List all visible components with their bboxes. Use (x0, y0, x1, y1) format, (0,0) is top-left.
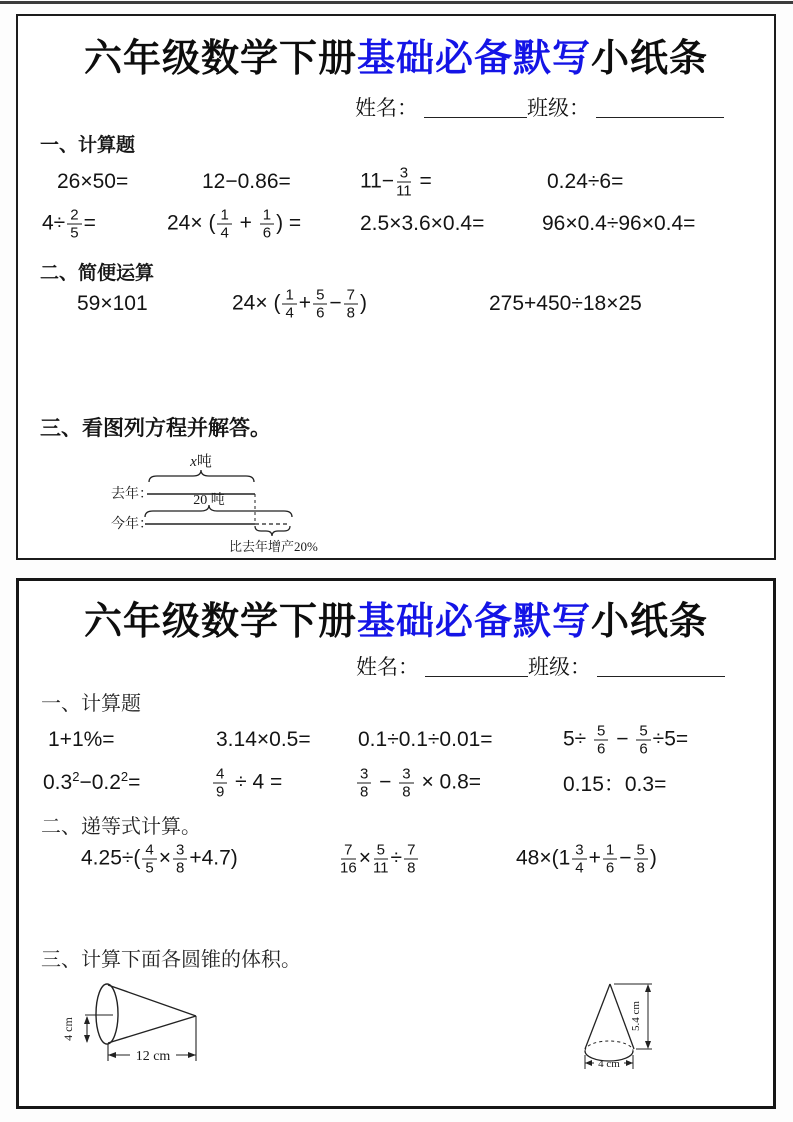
math-problem: 59×101 (77, 292, 148, 315)
increase-label: 比去年增产20% (229, 539, 318, 554)
fraction: $\frac{5}{11}$ (372, 841, 389, 877)
class-label: 班级： (527, 96, 590, 120)
cone-diagram-horizontal (58, 976, 218, 1071)
fraction: $\frac{3}{4}$ (572, 843, 586, 876)
math-problem: 24× ( $\frac{1}{4}$ + $\frac{1}{6}$ ) = (167, 206, 302, 242)
math-problem: 4.25÷( $\frac{4}{5}$ × $\frac{3}{8}$ +4.7) (81, 841, 238, 877)
title-pre: 六年级数学下册 (83, 38, 357, 80)
math-problem: $\frac{4}{9}$ ÷ 4 = (211, 767, 282, 800)
section-heading-equation: 三、看图列方程并解答。 (40, 417, 271, 440)
radius-value-label: 4 cm (61, 1017, 75, 1041)
name-class-line (355, 92, 724, 122)
fraction: $\frac{1}{6}$ (260, 208, 274, 241)
class-blank-field (596, 98, 724, 118)
title-pre: 六年级数学下册 (83, 601, 357, 643)
arrowhead-left (585, 1060, 592, 1066)
fraction: $\frac{3}{8}$ (173, 843, 187, 876)
name-label: 姓名： (355, 96, 418, 120)
math-problem: 48×(1 $\frac{3}{4}$ + $\frac{1}{6}$ − $\frac{5}{8}$ ) (516, 841, 657, 877)
math-problem: 2.5×3.6×0.4= (360, 212, 485, 235)
fraction: $\frac{1}{6}$ (603, 843, 617, 876)
math-problem: 12−0.86= (202, 170, 291, 193)
x-variable: x (190, 454, 197, 470)
title-highlight: 基础必备默写 (356, 38, 591, 80)
worksheet-title (19, 590, 773, 645)
math-problem: 4÷ $\frac{2}{5}$ = (42, 206, 96, 242)
section-heading-cones: 三、计算下面各圆锥的体积。 (41, 949, 301, 971)
fraction: $\frac{5}{6}$ (594, 724, 608, 757)
math-problem: 0.1÷0.1÷0.01= (358, 728, 493, 751)
name-blank-field (424, 98, 527, 118)
fraction: $\frac{5}{8}$ (634, 843, 648, 876)
name-label: 姓名： (356, 655, 419, 679)
top-brace (149, 470, 254, 482)
problem-row (19, 834, 773, 884)
section-heading-stepwise: 二、递等式计算。 (41, 816, 201, 838)
title-post: 小纸条 (591, 601, 709, 643)
section-heading-calc: 一、计算题 (41, 693, 141, 715)
last-year-label: 去年： (111, 487, 153, 502)
title-post: 小纸条 (591, 38, 709, 80)
fraction: $\frac{3}{8}$ (399, 767, 413, 800)
math-problem: 3.14×0.5= (216, 728, 311, 751)
fraction: $\frac{1}{4}$ (282, 288, 296, 321)
math-problem: 96×0.4÷96×0.4= (542, 212, 696, 235)
fraction: $\frac{7}{8}$ (344, 288, 358, 321)
cone-side (585, 984, 610, 1049)
arrowhead-down (84, 1035, 90, 1043)
fraction: $\frac{7}{8}$ (404, 843, 418, 876)
arrowhead-up (84, 1016, 90, 1024)
math-problem: 0.24÷6= (547, 170, 624, 193)
cone-side (108, 1016, 196, 1043)
equation-bar-diagram (97, 450, 387, 562)
fraction: $\frac{3}{11}$ (396, 164, 412, 200)
math-problem: 24× ( $\frac{1}{4}$ + $\frac{5}{6}$ − $\frac{7}{8}$ ) (232, 286, 368, 322)
math-problem: 11− $\frac{3}{11}$ = (360, 164, 432, 200)
cone-side (108, 985, 196, 1016)
math-problem: 5÷ $\frac{5}{6}$ − $\frac{5}{6}$ ÷5= (563, 722, 689, 758)
fraction: $\frac{5}{6}$ (636, 724, 650, 757)
exponent: 2 (72, 769, 80, 784)
fraction: $\frac{4}{9}$ (213, 767, 227, 800)
cone-base-back-dashed (585, 1041, 633, 1051)
problem-row (18, 279, 774, 329)
math-problem: 275+450÷18×25 (489, 292, 642, 315)
cone-diagram-vertical (568, 976, 678, 1076)
height-value-label: 12 cm (135, 1049, 171, 1064)
exponent: 2 (120, 769, 129, 784)
problem-row (18, 199, 774, 249)
section-heading-calc: 一、计算题 (40, 135, 136, 156)
height-value-label: 5.4 cm (630, 1001, 642, 1031)
worksheet-panel-1 (16, 14, 776, 560)
name-class-line (356, 651, 725, 681)
fraction: $\frac{7}{16}$ (340, 841, 357, 877)
cone-base-ellipse (96, 984, 118, 1044)
math-problem: $\frac{3}{8}$ − $\frac{3}{8}$ × 0.8= (355, 767, 481, 800)
title-highlight: 基础必备默写 (356, 601, 591, 643)
worksheet-title (18, 27, 774, 82)
diameter-value-label: 4 cm (598, 1058, 620, 1070)
x-tons-label (189, 453, 212, 470)
arrowhead-right (626, 1060, 633, 1066)
math-problem: 0.15：0.3= (563, 773, 667, 796)
arrowhead-left (108, 1052, 116, 1058)
worksheet-panel-2 (16, 578, 776, 1109)
math-problem: $0.3^2-0.2^2=$ (43, 769, 141, 794)
class-label: 班级： (528, 655, 591, 679)
fraction: $\frac{1}{4}$ (217, 208, 231, 241)
section-heading-simplify: 二、简便运算 (40, 263, 155, 284)
arrowhead-down (645, 1041, 651, 1049)
fraction: $\frac{2}{5}$ (67, 208, 81, 241)
this-year-label: 今年： (111, 517, 153, 532)
problem-row (19, 758, 773, 808)
fraction: $\frac{3}{8}$ (357, 767, 371, 800)
arrowhead-up (645, 984, 651, 992)
arrowhead-right (188, 1052, 196, 1058)
fraction: $\frac{4}{5}$ (142, 843, 156, 876)
scan-edge-line (0, 1, 793, 4)
tons-unit: 吨 (196, 454, 212, 470)
twenty-tons-label: 20 吨 (193, 493, 225, 508)
math-problem: 26×50= (57, 170, 129, 193)
math-problem: 1+1%= (48, 728, 115, 751)
class-blank-field (597, 657, 725, 677)
math-problem: $\frac{7}{16}$ × $\frac{5}{11}$ ÷ $\frac{7}{8}$ (338, 843, 420, 876)
fraction: $\frac{5}{6}$ (313, 288, 327, 321)
increase-brace (255, 526, 290, 536)
name-blank-field (425, 657, 528, 677)
